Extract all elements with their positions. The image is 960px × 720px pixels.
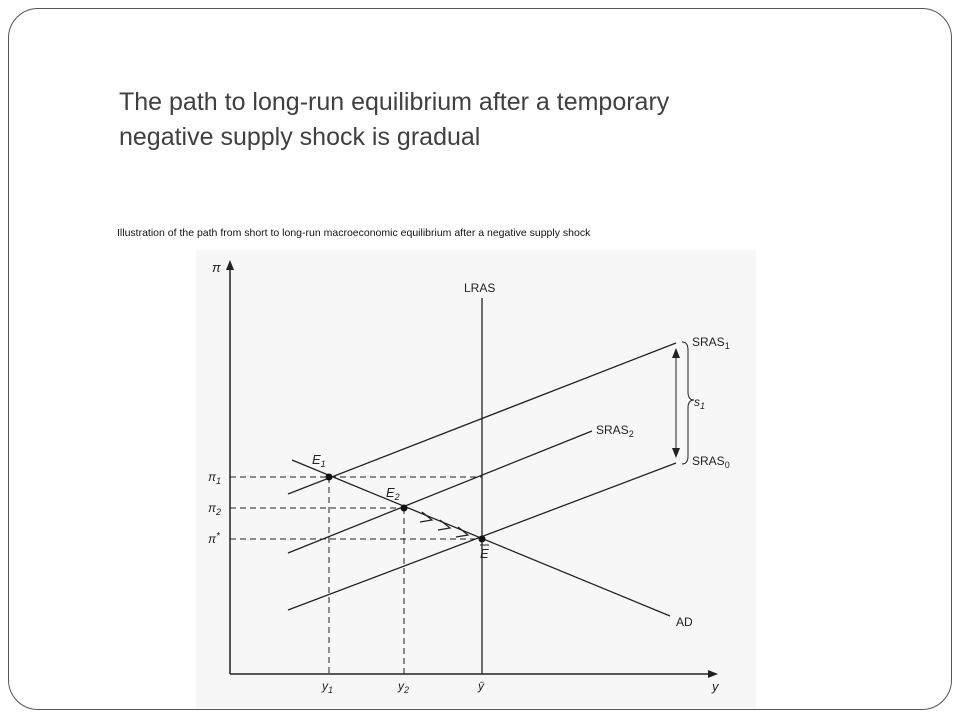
sras0-label-sub: 0 bbox=[724, 460, 730, 470]
y1-tick-sub: 1 bbox=[328, 685, 334, 695]
ad-label: AD bbox=[676, 615, 693, 629]
point-e bbox=[479, 536, 486, 543]
point-e2-label bbox=[386, 485, 400, 502]
sras2-line bbox=[288, 431, 592, 553]
pi2-tick-label bbox=[208, 501, 221, 517]
sras2-label-base: SRAS bbox=[596, 423, 629, 437]
y-axis-arrow bbox=[226, 260, 234, 270]
sras0-label bbox=[692, 454, 730, 470]
ybar-tick-label: ȳ bbox=[478, 679, 484, 693]
sras0-label-base: SRAS bbox=[692, 454, 725, 468]
point-e2 bbox=[401, 505, 408, 512]
sras2-label-sub: 2 bbox=[628, 429, 634, 439]
pi1-tick-base: π bbox=[208, 470, 217, 484]
pi2-tick-base: π bbox=[208, 501, 217, 515]
pi1-tick-label bbox=[208, 470, 221, 486]
pi1-tick-sub: 1 bbox=[216, 476, 222, 486]
slide-title-line2: negative supply shock is gradual bbox=[119, 123, 481, 151]
y2-tick-sub: 2 bbox=[404, 685, 410, 695]
point-e1 bbox=[326, 474, 333, 481]
point-e2-sub: 2 bbox=[394, 492, 400, 502]
x-axis-arrow bbox=[708, 670, 718, 678]
point-e1-label bbox=[312, 452, 326, 469]
point-e1-base: E bbox=[312, 452, 321, 467]
slide-subtitle: Illustration of the path from short to long-run macroeconomic equilibrium after a negative supply shock bbox=[117, 227, 591, 239]
point-e1-sub: 1 bbox=[320, 459, 326, 469]
slide-title-line1: The path to long-run equilibrium after a temporary bbox=[119, 88, 670, 116]
y-axis-label: π bbox=[212, 260, 221, 275]
y2-tick-label bbox=[397, 679, 409, 695]
shock-arrow-head-top bbox=[672, 348, 680, 358]
shock-label-base: s bbox=[694, 395, 700, 409]
sras2-label bbox=[596, 423, 634, 439]
sras1-label bbox=[692, 335, 730, 351]
pistar-tick-sup: * bbox=[216, 531, 220, 542]
pistar-tick-label bbox=[208, 531, 221, 546]
pistar-tick-base: π bbox=[208, 532, 217, 546]
y1-tick-label bbox=[321, 679, 333, 695]
shock-label-sub: 1 bbox=[700, 401, 706, 411]
lras-label: LRAS bbox=[464, 281, 496, 295]
sras1-label-base: SRAS bbox=[692, 335, 725, 349]
point-e-label: E bbox=[480, 546, 489, 561]
y2-tick-base: y bbox=[398, 679, 404, 693]
x-axis-label: y bbox=[712, 679, 719, 694]
pi2-tick-sub: 2 bbox=[216, 507, 222, 517]
diagram-svg bbox=[196, 250, 756, 708]
slide-title bbox=[119, 85, 899, 155]
shock-arrow-head-bottom bbox=[672, 448, 680, 458]
shock-label bbox=[694, 395, 705, 411]
point-e2-base: E bbox=[386, 485, 395, 500]
shock-brace bbox=[682, 342, 694, 464]
supply-shock-diagram bbox=[196, 250, 756, 708]
y1-tick-base: y bbox=[322, 679, 328, 693]
sras1-label-sub: 1 bbox=[724, 341, 730, 351]
